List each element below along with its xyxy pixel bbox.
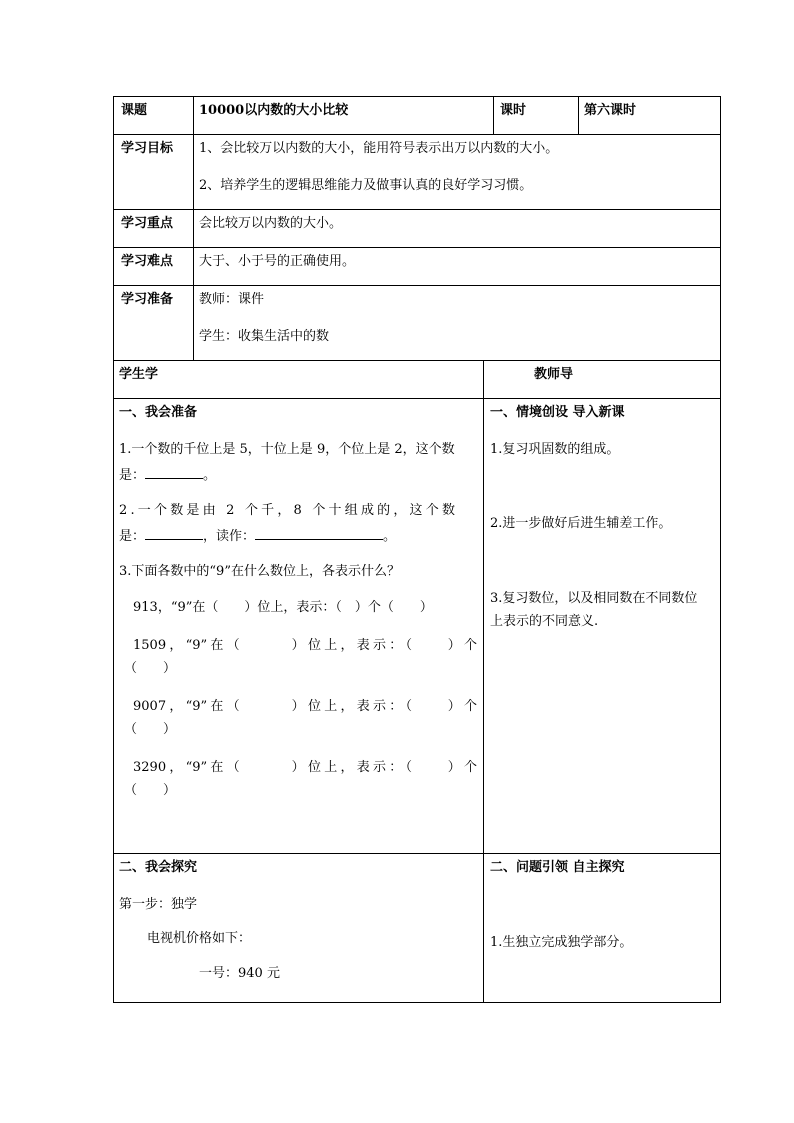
goal-item: 1、会比较万以内数的大小，能用符号表示出万以内数的大小。	[199, 141, 559, 156]
digit-row-3: 9007，“9”在（ ）位上，表示：（ ）个	[133, 699, 477, 714]
difficulty-label: 学习难点	[121, 254, 174, 269]
section1-student-heading: 一、我会准备	[119, 405, 198, 420]
student-column-header: 学生学	[119, 367, 159, 382]
question-2-line2	[119, 527, 396, 545]
teacher-item: 上表示的不同意义.	[490, 614, 599, 629]
question-1-line2	[119, 466, 216, 484]
teacher-item: 3.复习数位，以及相同数在不同数位	[490, 591, 698, 606]
table-border-bottom	[113, 1002, 721, 1003]
period-label: 课时	[500, 103, 527, 118]
table-border-top	[113, 96, 721, 97]
topic-value: 10000以内数的大小比较	[199, 103, 349, 118]
goal-item: 2、培养学生的逻辑思维能力及做事认真的良好学习习惯。	[199, 178, 533, 193]
row-divider	[113, 209, 721, 210]
digit-row-2: 1509，“9”在（ ）位上，表示：（ ）个	[133, 638, 477, 653]
row-divider	[113, 398, 721, 399]
digit-row-4-cont: （ ）	[124, 783, 177, 798]
teacher-column-header: 教师导	[534, 367, 574, 382]
question-2-suffix: 。	[383, 529, 397, 544]
key-point-label: 学习重点	[121, 216, 174, 231]
answer-blank[interactable]	[145, 466, 203, 479]
question-2-line1: 2.一个数是由 2 个千，8 个十组成的，这个数	[119, 503, 459, 518]
tv-prices-label: 电视机价格如下：	[147, 931, 252, 946]
preparation-student: 学生：收集生活中的数	[199, 329, 330, 344]
row-divider	[113, 134, 721, 135]
difficulty-value: 大于、小于号的正确使用。	[199, 254, 356, 269]
digit-row-3-cont: （ ）	[124, 722, 177, 737]
row-divider	[113, 360, 721, 361]
question-1-line1: 1.一个数的千位上是 5，十位上是 9，个位上是 2，这个数	[119, 442, 455, 457]
teacher-item: 2.进一步做好后进生辅差工作。	[490, 516, 672, 531]
digit-row-4: 3290，“9”在（ ）位上，表示：（ ）个	[133, 760, 477, 775]
question-1-suffix: 。	[203, 468, 217, 483]
section1-teacher-heading: 一、情境创设 导入新课	[490, 405, 625, 420]
teacher-item: 1.生独立完成独学部分。	[490, 935, 633, 950]
table-border-right	[720, 96, 721, 1003]
preparation-teacher: 教师：课件	[199, 292, 265, 307]
digit-row-1: 913，“9”在（ ）位上，表示：（ ）个（ ）	[133, 600, 433, 615]
question-3: 3.下面各数中的“9”在什么数位上，各表示什么？	[119, 564, 400, 579]
row-divider	[113, 853, 721, 854]
question-1-prefix: 是：	[119, 468, 146, 483]
price-one: 一号：940 元	[199, 966, 280, 981]
table-border-left	[113, 96, 114, 1003]
question-2-prefix: 是：	[119, 529, 146, 544]
section2-teacher-heading: 二、问题引领 自主探究	[490, 860, 625, 875]
row-divider	[113, 247, 721, 248]
topic-label: 课题	[121, 103, 148, 118]
key-point-value: 会比较万以内数的大小。	[199, 216, 343, 231]
section2-student-heading: 二、我会探究	[119, 860, 198, 875]
teacher-item: 1.复习巩固数的组成。	[490, 442, 620, 457]
preparation-label: 学习准备	[121, 292, 174, 307]
answer-blank[interactable]	[145, 527, 203, 540]
period-value: 第六课时	[584, 103, 637, 118]
reading-blank[interactable]	[255, 527, 383, 540]
header-divider	[493, 96, 494, 134]
step-1: 第一步：独学	[119, 897, 198, 912]
header-divider	[578, 96, 579, 134]
label-column-divider	[193, 96, 194, 360]
column-divider	[483, 360, 484, 1003]
goals-label: 学习目标	[121, 141, 174, 156]
question-2-mid: ，读作：	[203, 529, 256, 544]
row-divider	[113, 285, 721, 286]
digit-row-2-cont: （ ）	[124, 661, 177, 676]
